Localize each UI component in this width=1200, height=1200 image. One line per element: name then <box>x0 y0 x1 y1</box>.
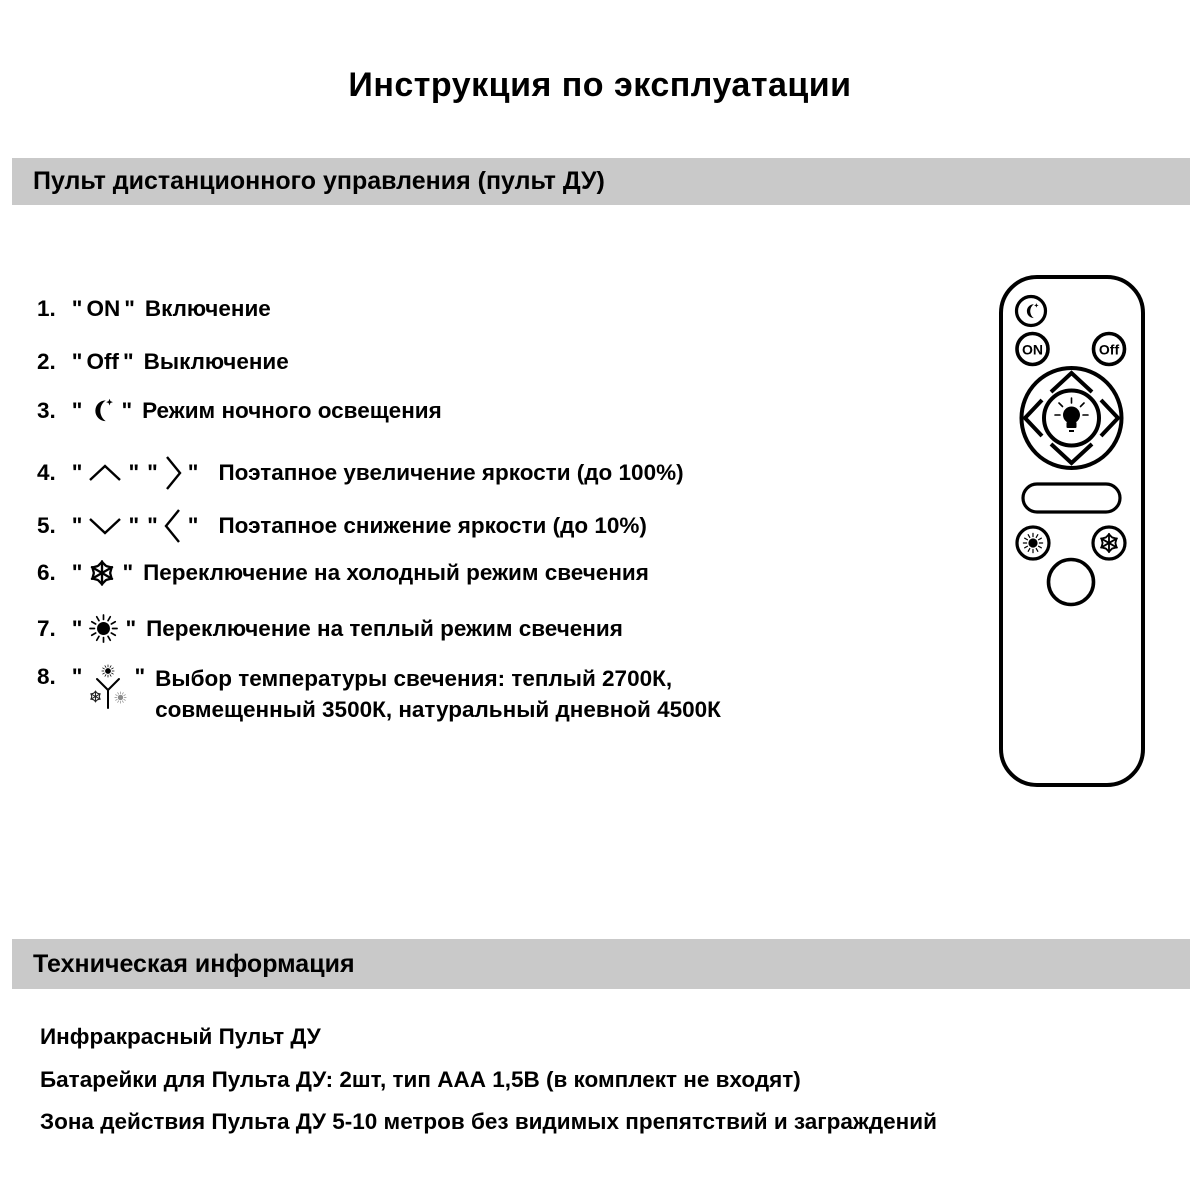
on-button-label: ON <box>1022 341 1043 358</box>
item-number: 8. <box>37 664 56 689</box>
quote-mark: " <box>134 664 146 689</box>
tech-info-line-1: Инфракрасный Пульт ДУ <box>40 1024 321 1049</box>
brightness-dial <box>1022 368 1122 468</box>
list-item-7 <box>37 613 623 644</box>
quote-mark: " <box>71 397 83 423</box>
quote-mark: " <box>128 460 140 485</box>
item-description: Режим ночного освещения <box>142 397 442 423</box>
off-button-label: Off <box>1098 341 1120 358</box>
item-number: 6. <box>37 560 56 585</box>
off-button <box>1094 334 1125 365</box>
section-header-tech <box>12 939 1190 989</box>
section-header-remote <box>12 158 1190 205</box>
warm-mode-button <box>1017 527 1049 559</box>
item-number: 4. <box>37 460 56 485</box>
item-description: Поэтапное снижение яркости (до 10%) <box>218 513 647 538</box>
quote-mark: " <box>71 560 83 585</box>
chevron-down-icon <box>88 517 122 535</box>
tech-info-line-3: Зона действия Пульта ДУ 5-10 метров без видимых препятствий и заграждений <box>40 1109 937 1134</box>
color-temperature-selector-icon <box>88 663 128 711</box>
item-description: Переключение на холодный режим свечения <box>143 560 649 585</box>
item-description: Включение <box>144 296 271 321</box>
chevron-up-icon <box>88 464 122 482</box>
item-description: Выключение <box>143 349 289 374</box>
color-temperature-button <box>1049 560 1094 605</box>
quote-mark: " <box>71 296 83 321</box>
item-description-line-1: Выбор температуры свечения: теплый 2700К, <box>155 666 673 691</box>
list-item-1 <box>37 296 271 322</box>
item-description: Поэтапное увеличение яркости (до 100%) <box>218 460 684 485</box>
page-title: Инструкция по эксплуатации <box>348 66 852 104</box>
item-number: 5. <box>37 513 56 538</box>
quote-mark: " <box>122 560 134 585</box>
section-header-remote-label: Пульт дистанционного управления (пульт ДУ) <box>33 167 605 195</box>
snowflake-icon <box>88 559 116 587</box>
quote-mark: " <box>187 513 199 538</box>
list-item-8 <box>37 663 721 725</box>
chevron-left-icon <box>164 508 182 544</box>
section-header-tech-label: Техническая информация <box>33 949 355 978</box>
quote-mark: " <box>71 615 83 641</box>
crescent-moon-icon <box>88 397 115 424</box>
battery-compartment-slot <box>1023 484 1120 512</box>
item-description: Переключение на теплый режим свечения <box>146 615 623 641</box>
item-description-line-2: совмещенный 3500К, натуральный дневной 4500К <box>155 697 721 722</box>
tech-info-line-2: Батарейки для Пульта ДУ: 2шт, тип ААА 1,5В (в комплект не входят) <box>40 1067 801 1092</box>
quote-mark: " <box>128 513 140 538</box>
night-mode-button <box>1017 297 1046 326</box>
quote-mark: " <box>71 349 83 374</box>
item-description <box>155 663 721 725</box>
quote-mark: " <box>71 460 83 485</box>
quote-mark: " <box>187 460 199 485</box>
quote-mark: " <box>71 513 83 538</box>
item-number: 1. <box>37 296 56 321</box>
quote-mark: " <box>147 460 158 485</box>
list-item-4 <box>37 455 684 491</box>
remote-control-drawing <box>995 272 1150 792</box>
list-item-6 <box>37 559 649 587</box>
remote-control-illustration <box>995 272 1150 797</box>
item-number: 7. <box>37 615 56 641</box>
item-number: 2. <box>37 349 56 374</box>
list-item-2 <box>37 349 289 375</box>
quote-mark: " <box>121 397 133 423</box>
item-number: 3. <box>37 397 56 423</box>
button-key-label: Off <box>86 349 119 374</box>
sun-icon <box>88 613 119 644</box>
quote-mark: " <box>147 513 158 538</box>
chevron-right-icon <box>164 455 182 491</box>
list-item-5 <box>37 508 647 544</box>
quote-mark: " <box>122 349 134 374</box>
quote-mark: " <box>124 296 135 321</box>
button-key-label: ON <box>86 296 121 321</box>
on-button <box>1017 334 1048 365</box>
quote-mark: " <box>71 664 83 689</box>
cold-mode-button <box>1093 527 1125 559</box>
list-item-3 <box>37 397 442 424</box>
quote-mark: " <box>125 615 137 641</box>
